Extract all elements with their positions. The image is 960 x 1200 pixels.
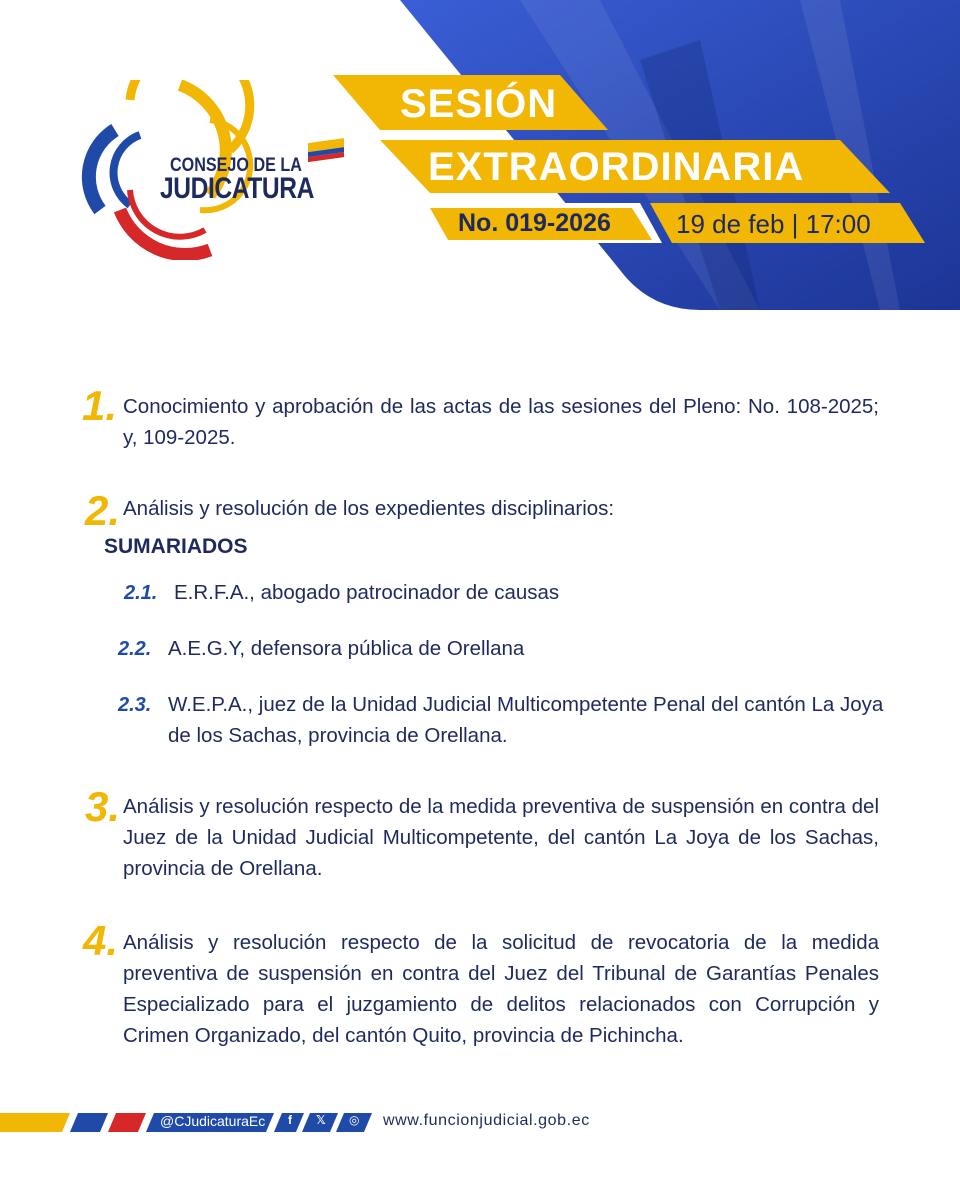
x-icon[interactable]: 𝕏: [316, 1113, 326, 1127]
instagram-icon[interactable]: ◎: [349, 1113, 360, 1127]
subitem-2-1: E.R.F.A., abogado patrocinador de causas: [174, 581, 560, 604]
facebook-icon[interactable]: f: [288, 1113, 292, 1127]
subitem-number-2-3: 2.3.: [118, 694, 152, 716]
agenda-number-2: 2.: [85, 487, 121, 534]
logo-text-line2: JUDICATURA: [160, 172, 314, 205]
session-number: No. 019-2026: [458, 209, 611, 237]
subitem-number-2-2: 2.2.: [118, 638, 152, 660]
agenda-item-3: Análisis y resolución respecto de la medida preventiva de suspensión en contra del Juez de la Unidad Judicial Multicompetente, del cantón La Joya de los Sachas, provincia de Orellana.: [123, 795, 879, 880]
agenda-number-4: 4.: [83, 917, 119, 964]
session-date-time: 19 de feb | 17:00: [676, 209, 871, 239]
subitem-2-2: A.E.G.Y, defensora pública de Orellana: [168, 637, 525, 660]
logo-text-line1: CONSEJO DE LA: [170, 155, 302, 176]
subitem-2-3: W.E.P.A., juez de la Unidad Judicial Multicompetente Penal del cantón La Joya de los Sachas, provincia de Orellana.: [168, 693, 884, 747]
agenda-number-1: 1.: [82, 382, 118, 429]
title-extraordinaria: EXTRAORDINARIA: [428, 145, 805, 189]
social-handle[interactable]: @CJudicaturaEc: [160, 1113, 266, 1129]
agenda-item-4: Análisis y resolución respecto de la solicitud de revocatoria de la medida preventiva de suspensión en contra del Juez del Tribunal de Garantías Penales Especializado para el juzgamiento de delitos relacionados con Corrupción y Crimen Organizado, del cantón Quito, provincia de Pichincha.: [123, 931, 879, 1047]
subitem-number-2-1: 2.1.: [124, 582, 158, 604]
agenda-number-3: 3.: [85, 783, 121, 830]
agenda-item-2: Análisis y resolución de los expedientes disciplinarios:: [123, 497, 615, 520]
sumariados-heading: SUMARIADOS: [104, 535, 248, 558]
agenda-item-1: Conocimiento y aprobación de las actas de las sesiones del Pleno: No. 108-2025; y, 109-2025.: [123, 395, 879, 449]
title-sesion: SESIÓN: [400, 82, 558, 126]
website-link[interactable]: www.funcionjudicial.gob.ec: [383, 1112, 590, 1129]
